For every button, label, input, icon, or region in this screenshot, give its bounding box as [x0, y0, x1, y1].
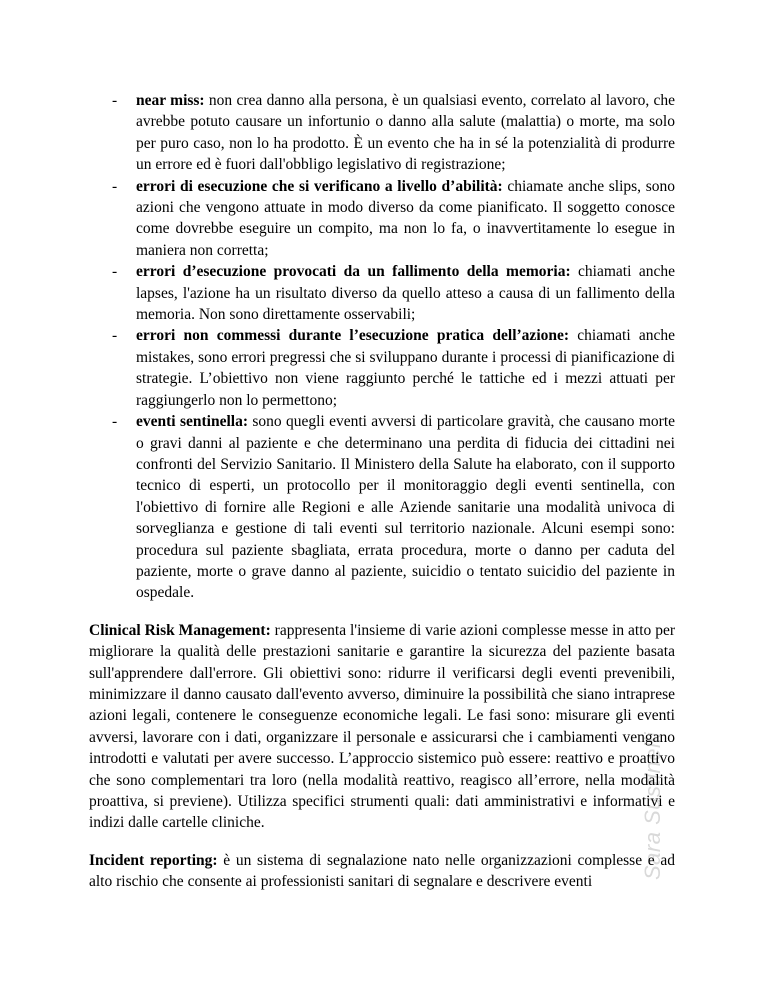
page-content [89, 90, 675, 893]
paragraph-term: Clinical Risk Management: [89, 621, 271, 639]
list-item-term: errori di esecuzione che si verificano a livello d’abilità: [136, 177, 503, 195]
list-item [89, 325, 675, 411]
paragraph-incident-reporting [89, 850, 675, 893]
list-item-term: eventi sentinella: [136, 413, 248, 431]
bullet-dash: - [112, 177, 118, 195]
paragraph-term: Incident reporting: [89, 851, 218, 869]
list-item-term: errori non commessi durante l’esecuzione pratica dell’azione: [136, 327, 570, 345]
paragraph-text: rappresenta l'insieme di varie azioni complesse messe in atto per migliorare la qualità delle prestazioni sanitarie e garantire la sicurezza del paziente basata sull'apprendere dall'errore. Gli obiettivi sono: ridurre il verificarsi degli eventi prevenibili, minimizzare il danno causato dall'evento avverso, diminuire la possibilità che siano intraprese azioni legali, contenere le conseguenze economiche legali. Le fasi sono: misurare gli eventi avversi, lavorare con i dati, organizzare il personale e assicurarsi che i cambiamenti vengano introdotti e valutati per avere successo. L’approccio sistemico può essere: reattivo e proattivo che sono complementari tra loro (nella modalità reattivo, reagisco all’errore, nella modalità proattiva, si previene). Utilizza specifici strumenti quali: dati amministrativi e informativi e indizi dalle cartelle cliniche. [89, 621, 675, 832]
list-item-text: chiamati anche mistakes, sono errori pregressi che si sviluppano durante i processi di pianificazione di strategie. L’obiettivo non viene raggiunto perché le tattiche ed i mezzi attuati per raggiungerlo non lo permettono; [136, 327, 675, 409]
bullet-dash: - [112, 413, 118, 431]
list-item [89, 90, 675, 176]
paragraph-text: è un sistema di segnalazione nato nelle organizzazioni complesse e ad alto rischio che consente ai professionisti sanitari di segnalare e descrivere eventi [89, 851, 675, 891]
list-item-text: non crea danno alla persona, è un qualsiasi evento, correlato al lavoro, che avrebbe potuto causare un infortunio o danno alla salute (malattia) o morte, ma solo per puro caso, non lo ha prodotto. È un evento che ha in sé la potenzialità di produrre un errore ed è fuori dall'obbligo legislativo di registrazione; [136, 92, 676, 174]
bullet-dash: - [112, 263, 118, 281]
paragraph-clinical-risk-management [89, 620, 675, 834]
list-item [89, 411, 675, 604]
list-item-term: errori d’esecuzione provocati da un fallimento della memoria: [136, 263, 571, 281]
bullet-dash: - [112, 327, 118, 345]
list-item [89, 261, 675, 325]
list-item-text: chiamate anche slips, sono azioni che vengono attuate in modo diverso da come pianificato. Il soggetto conosce come dovrebbe eseguire un compito, ma non lo fa, o inavvertitamente lo esegue in maniera non corretta; [136, 177, 675, 259]
bullet-dash: - [112, 92, 118, 109]
list-item-text: chiamati anche lapses, l'azione ha un risultato diverso da quello atteso a causa di un fallimento della memoria. Non sono direttamente osservabili; [136, 263, 675, 324]
definition-list [89, 90, 675, 604]
list-item-text: sono quegli eventi avversi di particolare gravità, che causano morte o gravi danni al paziente e che determinano una perdita di fiducia dei cittadini nei confronti del Servizio Sanitario. Il Ministero della Salute ha elaborato, con il supporto tecnico di esperti, un protocollo per il monitoraggio degli eventi sentinella, con l'obiettivo di fornire alle Regioni e alle Aziende sanitarie una modalità univoca di sorveglianza e gestione di tali eventi sul territorio nazionale. Alcuni esempi sono: procedura sul paziente sbagliata, errata procedura, morte o danno per caduta del paziente, morte o grave danno al paziente, suicidio o tentato suicidio del paziente in ospedale. [136, 413, 676, 602]
list-item [89, 176, 675, 262]
list-item-term: near miss: [136, 92, 205, 109]
watermark-text: Sara Sustinelli [640, 731, 665, 880]
